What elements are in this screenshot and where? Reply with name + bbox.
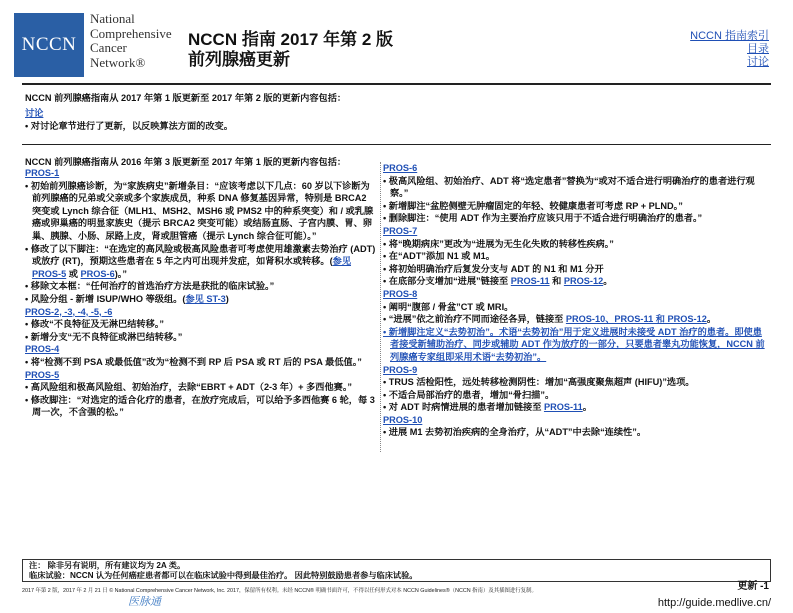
list-item: • 风险分组 - 新增 ISUP/WHO 等级组。(参见 ST-3): [25, 293, 229, 304]
top-nav: [690, 30, 769, 69]
list-item: • TRUS 活检阳性，远处转移检测阴性：增加“高强度聚焦超声 (HIFU)”选项。: [383, 377, 695, 388]
castration-naive-footnote-link[interactable]: • 新增脚注定义“去势初治”。术语“去势初治”用于定义进展时未接受 ADT 治疗的患者。即使患者接受新辅助治疗、同步或辅助 ADT 作为放疗的一部分，只要患者睾丸功能恢复，NCCN 前列腺癌专家组即采用术语“去势初治”。: [383, 326, 765, 362]
pros-5-section-link[interactable]: PROS-5: [25, 369, 60, 380]
section-divider: [22, 144, 771, 145]
section-discussion: [25, 107, 765, 132]
page-number: 更新 -1: [737, 581, 769, 592]
list-item: • 新增脚注“盆腔侧壁无肿瘤固定的年轻、较健康患者可考虑 RP + PLND。”: [383, 200, 683, 211]
pros-5-link[interactable]: 参见 PROS-5: [32, 256, 352, 279]
list-item: • 将“晚期病床”更改为“进展为无生化失败的转移性疾病。”: [383, 238, 614, 249]
update-intro-v1-v2: NCCN 前列腺癌指南从 2017 年第 1 版更新至 2017 年第 2 版的更新内容包括：: [25, 93, 347, 103]
right-column: [383, 162, 769, 439]
pros-2-6-link[interactable]: PROS-2, -3, -4, -5, -6: [25, 306, 113, 317]
source-url: http://guide.medlive.cn/: [657, 597, 771, 609]
pros-10-12-link[interactable]: PROS-10、PROS-11 和 PROS-12: [565, 314, 707, 325]
pros-9-link[interactable]: PROS-9: [383, 364, 418, 375]
logo-mark: NCCN: [14, 13, 84, 77]
pros-11-link-2[interactable]: PROS-11: [543, 402, 583, 413]
pros-11-link[interactable]: PROS-11: [510, 276, 550, 287]
pros-7-link[interactable]: PROS-7: [383, 225, 418, 236]
discussion-item: • 对讨论章节进行了更新，以反映算法方面的改变。: [25, 120, 233, 131]
header-divider: [22, 83, 771, 85]
list-item: • 不适合局部治疗的患者，增加“骨扫描”。: [383, 389, 555, 400]
list-item-castration-naive: [383, 326, 769, 364]
guideline-index-link[interactable]: NCCN 指南索引: [690, 30, 769, 42]
watermark-logo: 医脉通: [128, 596, 161, 608]
logo-wordmark: National Comprehensive Cancer Network®: [90, 11, 172, 70]
list-item: • 修改脚注：“对选定的适合化疗的患者，在放疗完成后，可以给予多西他赛 6 轮，每 3 周一次，不含强的松。”: [25, 394, 375, 418]
update-intro-2016: NCCN 前列腺癌指南从 2016 年第 3 版更新至 2017 年第 1 版的更新内容包括：: [25, 157, 347, 167]
discussion-section-link[interactable]: 讨论: [25, 108, 44, 118]
copyright-footnote: 2017 年第 2 版，2017 年 2 月 21 日 © National Comprehensive Cancer Network, Inc. 2017，保留所有权利。未经 NCCN® 明确书面许可，不得以任何形式对本 NCCN Guidelines®（NCCN 指南）及其插图进行复制。: [22, 588, 537, 594]
list-item: • “进展”依之前治疗不同而途径各异，链接至 PROS-10、PROS-11 和 PROS-12。: [383, 314, 716, 325]
list-item: • 修改了以下脚注：“在选定的高风险或极高风险患者可考虑使用雄激素去势治疗 (ADT) 或放疗 (RT)，预期这些患者在 5 年之内可出现并发症，如肾积水或转移。(参见 PROS-5 或 PROS-6)。”: [25, 243, 376, 279]
list-item: • 极高风险组、初始治疗、ADT 将“选定患者”替换为“或对不适合进行明确治疗的患者进行观察。”: [383, 175, 755, 199]
list-item: • 高风险组和极高风险组、初始治疗，去除“EBRT + ADT（2-3 年）+ 多西他赛。”: [25, 382, 353, 393]
list-item: • 进展 M1 去势初治疾病的全身治疗，从“ADT”中去除“连续性”。: [383, 427, 647, 438]
pros-1-link[interactable]: PROS-1: [25, 168, 60, 178]
column-divider: [380, 162, 381, 452]
pros-4-link[interactable]: PROS-4: [25, 344, 60, 355]
pros-12-link[interactable]: PROS-12: [563, 276, 604, 287]
pros-10-link[interactable]: PROS-10: [383, 414, 423, 425]
toc-link[interactable]: 目录: [747, 43, 769, 55]
list-item: • 在底部分支增加“进展”链接至 PROS-11 和 PROS-12。: [383, 276, 613, 287]
pros-6-link[interactable]: PROS-6: [80, 268, 115, 279]
list-item: • 删除脚注：“使用 ADT 作为主要治疗应该只用于不适合进行明确治疗的患者。”: [383, 213, 703, 224]
list-item: • 移除文本框：“任何治疗的首选治疗方法是获批的临床试验。”: [25, 281, 275, 292]
list-item: • 初始前列腺癌诊断，为“家族病史”新增条目：“应该考虑以下几点：60 岁以下诊断为前列腺癌的兄弟或父亲或多个家族成员，种系 DNA 修复基因异常，特别是 BRCA2 突变或 Lynch 综合征（MLH1、MSH2、MSH6 或 PMS2 中的种系突变）和 / 或乳腺癌或卵巢癌的明显家族史（提示 BRCA2 突变可能）或结肠直肠、子宫内膜、胃、卵巢、胰腺、小肠、尿路上皮，肾或胆管癌（提示 Lynch 综合征可能）。”: [25, 180, 374, 241]
disclaimer-box: 注： 除非另有说明，所有建议均为 2A 类。 临床试验：NCCN 认为任何癌症患者都可以在临床试验中得到最佳治疗。 因此特别鼓励患者参与临床试验。: [22, 559, 771, 582]
list-item: • 在“ADT”添加 N1 或 M1。: [383, 251, 495, 262]
list-item: • 修改“不良特征及无淋巴结转移。”: [25, 319, 164, 330]
pros-6-section-link[interactable]: PROS-6: [383, 163, 418, 173]
page-title: NCCN 指南 2017 年第 2 版 前列腺癌更新: [188, 30, 393, 69]
list-item: • 将“检测不到 PSA 或最低值”改为“检测不到 RP 后 PSA 或 RT 后的 PSA 最低值。”: [25, 356, 362, 367]
discussion-link[interactable]: 讨论: [747, 56, 769, 68]
list-item: • 对 ADT 时病情进展的患者增加链接至 PROS-11。: [383, 402, 592, 413]
list-item: • 阐明“腹部 / 骨盆”CT 或 MRI。: [383, 301, 514, 312]
st-3-link[interactable]: 参见 ST-3: [185, 293, 226, 304]
pros-8-link[interactable]: PROS-8: [383, 288, 418, 299]
left-column: [25, 167, 377, 419]
nccn-logo: [14, 8, 179, 78]
list-item: • 将初始明确治疗后复发分支与 ADT 的 N1 和 M1 分开: [383, 263, 604, 274]
list-item: • 新增分支“无不良特征或淋巴结转移。”: [25, 331, 183, 342]
